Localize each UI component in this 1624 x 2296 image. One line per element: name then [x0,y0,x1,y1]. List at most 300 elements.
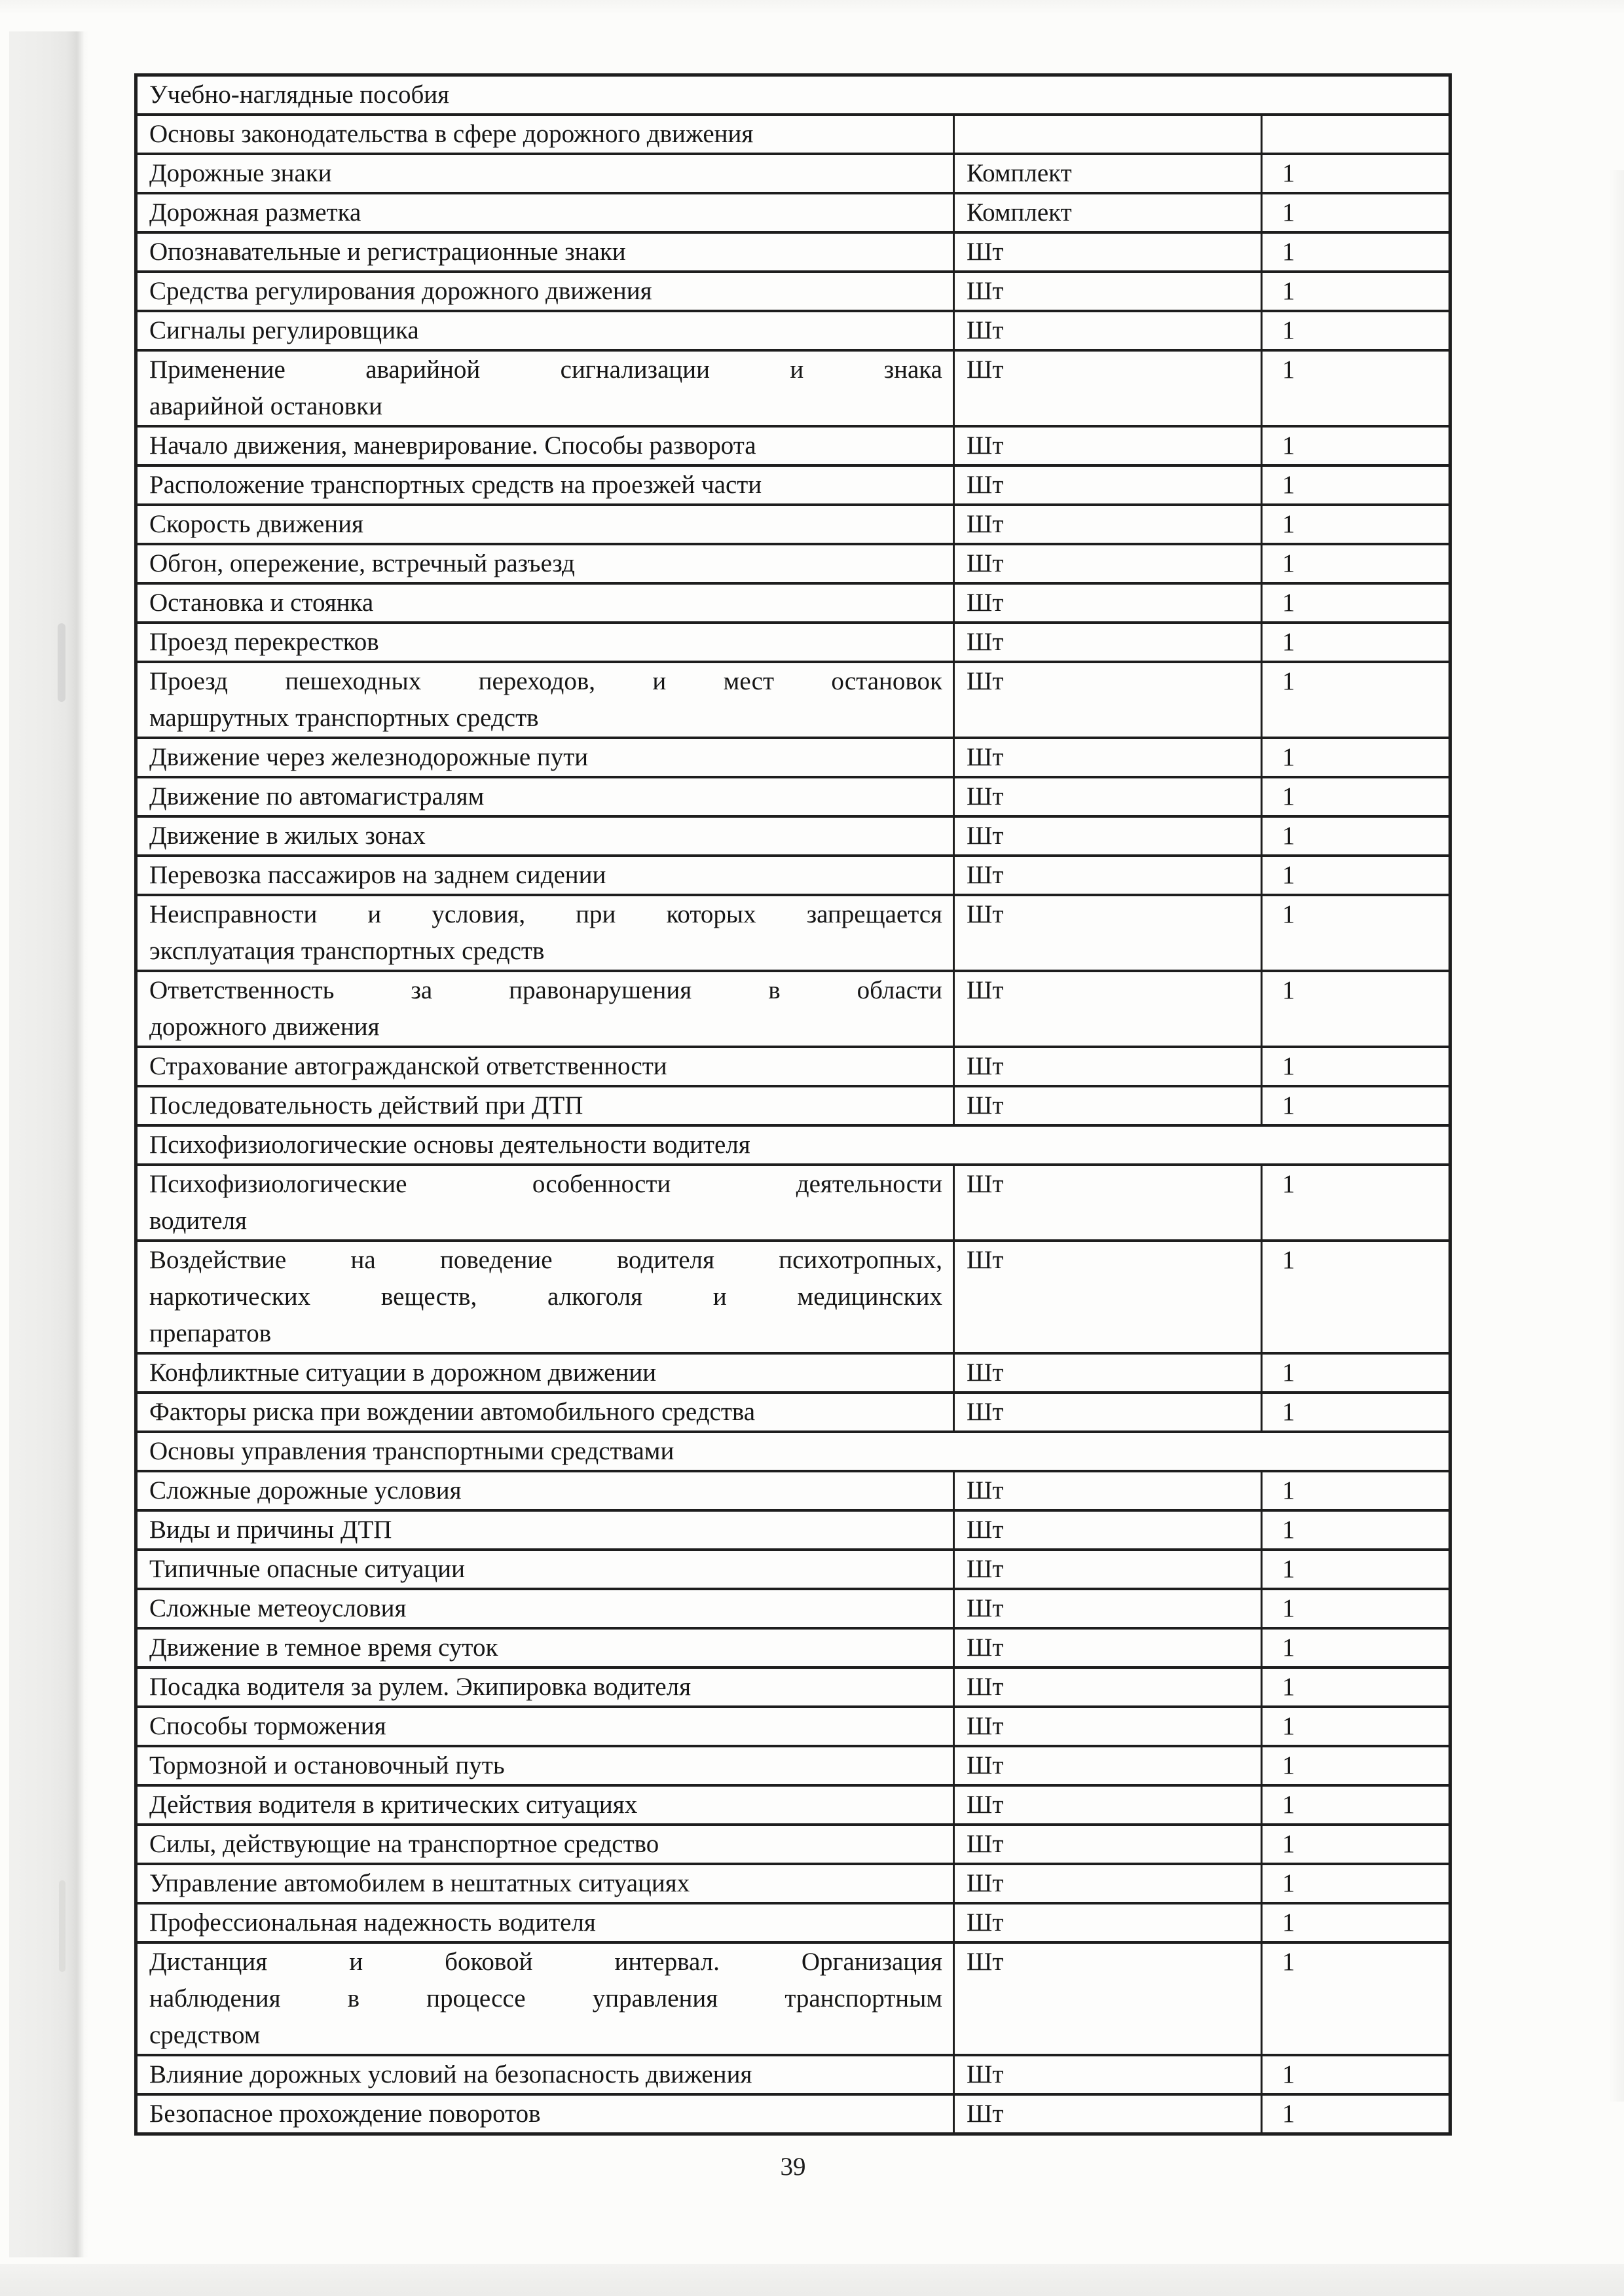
unit-value: Шт [967,1908,1004,1937]
unit-value: Шт [967,1516,1004,1544]
table-row [138,231,1449,270]
qty-cell [1261,624,1449,661]
table-row [138,1863,1449,1902]
row-text-line: Профессиональная надежность водителя [149,1908,596,1937]
table-row [138,192,1449,231]
table-row [138,1902,1449,1941]
unit-value: Шт [967,1246,1004,1274]
row-text-line: наблюдения в процессе управления транспортным [149,1984,942,2013]
qty-value: 1 [1282,549,1295,577]
table-row [138,1705,1449,1745]
table-row [138,2093,1449,2132]
unit-value: Шт [967,628,1004,656]
row-text-line: Действия водителя в критических ситуациях [149,1791,638,1819]
qty-cell [1261,1551,1449,1588]
qty-cell [1261,778,1449,815]
unit-cell [953,155,1261,192]
row-text-line: Движение в темное время суток [149,1633,498,1662]
table-row [138,1470,1449,1509]
page-number: 39 [780,2153,806,2181]
qty-value: 1 [1282,782,1295,811]
qty-cell [1261,1512,1449,1548]
qty-cell [1261,1394,1449,1430]
unit-value: Шт [967,976,1004,1004]
name-cell [138,972,953,1046]
table-row [138,464,1449,503]
qty-value: 1 [1282,628,1295,656]
name-cell [138,467,953,503]
row-text-line: Начало движения, маневрирование. Способы разворота [149,431,756,460]
unit-value: Шт [967,1673,1004,1701]
qty-value: 1 [1282,1948,1295,1976]
row-text-line: аварийной остановки [149,392,382,420]
unit-value: Шт [967,1555,1004,1583]
row-text-line: водителя [149,1207,247,1235]
name-cell [138,1904,953,1941]
name-cell [138,1472,953,1509]
qty-cell [1261,1865,1449,1902]
row-text-line: Управление автомобилем в нештатных ситуациях [149,1869,690,1897]
table-row [138,1239,1449,1352]
table-row [138,2054,1449,2093]
row-text-line: Расположение транспортных средств на проезжей части [149,471,762,499]
unit-value: Шт [967,1869,1004,1897]
name-cell [138,312,953,349]
row-text-line: дорожного движения [149,1013,380,1041]
unit-cell [953,352,1261,425]
unit-cell [953,1512,1261,1548]
qty-value: 1 [1282,238,1295,266]
row-text-line: Сложные дорожные условия [149,1476,462,1504]
row-text-line: Основы законодательства в сфере дорожного движения [149,120,754,148]
qty-value: 1 [1282,1908,1295,1937]
qty-value: 1 [1282,1791,1295,1819]
unit-cell [953,624,1261,661]
table-row [138,737,1449,776]
qty-value: 1 [1282,900,1295,928]
name-cell [138,1708,953,1745]
qty-value: 1 [1282,1673,1295,1701]
unit-cell [953,1708,1261,1745]
name-cell [138,1512,953,1548]
section-row [138,1124,1449,1163]
qty-value: 1 [1282,1476,1295,1504]
row-text-line: Применение аварийной сигнализации и знака [149,355,942,384]
qty-value: 1 [1282,1830,1295,1858]
unit-value: Шт [967,667,1004,695]
name-cell [138,352,953,425]
table-row [138,1548,1449,1588]
row-text-line: Конфликтные ситуации в дорожном движении [149,1358,657,1387]
table-row [138,1352,1449,1391]
row-text-line: Влияние дорожных условий на безопасность движения [149,2060,752,2088]
row-text-line: Учебно-наглядные пособия [149,81,450,109]
unit-cell [953,1355,1261,1391]
qty-value: 1 [1282,316,1295,344]
qty-value: 1 [1282,822,1295,850]
unit-cell [953,972,1261,1046]
row-text-line: Сложные метеоусловия [149,1594,407,1622]
name-cell [138,1127,1449,1163]
row-text-line: Страхование автогражданской ответственности [149,1052,667,1080]
name-cell [138,1590,953,1627]
name-cell [138,818,953,854]
name-cell [138,194,953,231]
unit-cell [953,1630,1261,1666]
table-row [138,854,1449,894]
table-row [138,1509,1449,1548]
unit-value: Шт [967,782,1004,811]
table-row [138,349,1449,425]
qty-value: 1 [1282,277,1295,305]
unit-cell [953,428,1261,464]
unit-value: Шт [967,743,1004,771]
unit-value: Шт [967,2100,1004,2128]
unit-value: Шт [967,238,1004,266]
qty-value: 1 [1282,2060,1295,2088]
name-cell [138,1394,953,1430]
unit-cell [953,506,1261,543]
qty-cell [1261,1242,1449,1352]
row-text-line: Воздействие на поведение водителя психотропных, [149,1246,942,1274]
unit-cell [953,1087,1261,1124]
unit-cell [953,778,1261,815]
unit-value: Шт [967,316,1004,344]
row-text-line: Перевозка пассажиров на заднем сидении [149,861,606,889]
row-text-line: Дорожные знаки [149,159,332,187]
row-text-line: Сигналы регулировщика [149,316,419,344]
name-cell [138,77,1449,113]
table-row [138,815,1449,854]
section-row [138,1430,1449,1470]
name-cell [138,1944,953,2054]
unit-cell [953,1394,1261,1430]
qty-cell [1261,506,1449,543]
unit-value: Шт [967,2060,1004,2088]
scan-shadow-left [9,31,89,2257]
unit-value: Шт [967,1791,1004,1819]
name-cell [138,506,953,543]
row-text-line: Скорость движения [149,510,363,538]
row-text-line: Проезд перекрестков [149,628,379,656]
scan-shadow-bottom [0,2264,1624,2296]
unit-cell [953,273,1261,310]
qty-value: 1 [1282,1398,1295,1426]
row-text-line: Проезд пешеходных переходов, и мест остановок [149,667,942,695]
qty-cell [1261,1048,1449,1085]
unit-cell [953,857,1261,894]
name-cell [138,116,953,153]
qty-cell [1261,116,1449,153]
unit-value: Шт [967,1170,1004,1198]
scan-smudge [59,1880,65,1972]
row-text-line: Движение по автомагистралям [149,782,485,811]
unit-cell [953,1590,1261,1627]
name-cell [138,624,953,661]
name-cell [138,1087,953,1124]
row-text-line: препаратов [149,1319,272,1347]
unit-cell [953,1472,1261,1509]
qty-value: 1 [1282,159,1295,187]
unit-cell [953,1826,1261,1863]
table-row [138,153,1449,192]
unit-value: Шт [967,1633,1004,1662]
qty-cell [1261,1355,1449,1391]
row-text-line: Психофизиологические основы деятельности водителя [149,1131,750,1159]
unit-value: Шт [967,861,1004,889]
unit-value: Шт [967,431,1004,460]
unit-value: Шт [967,1476,1004,1504]
unit-value: Шт [967,355,1004,384]
unit-cell [953,896,1261,970]
name-cell [138,1355,953,1391]
unit-value: Шт [967,510,1004,538]
qty-cell [1261,545,1449,582]
row-text-line: Опознавательные и регистрационные знаки [149,238,626,266]
unit-cell [953,1242,1261,1352]
row-text-line: Средства регулирования дорожного движения [149,277,652,305]
row-text-line: средством [149,2021,261,2049]
name-cell [138,1865,953,1902]
row-text-line: наркотических веществ, алкоголя и медицинских [149,1283,942,1311]
unit-cell [953,1669,1261,1705]
qty-cell [1261,2096,1449,2132]
unit-value: Шт [967,549,1004,577]
unit-cell [953,739,1261,776]
qty-value: 1 [1282,1555,1295,1583]
table-row [138,425,1449,464]
row-text-line: Движение в жилых зонах [149,822,426,850]
unit-value: Шт [967,1398,1004,1426]
name-cell [138,1630,953,1666]
row-text-line: Безопасное прохождение поворотов [149,2100,541,2128]
qty-cell [1261,1472,1449,1509]
qty-value: 1 [1282,1246,1295,1274]
row-text-line: Основы управления транспортными средствами [149,1437,674,1465]
unit-value: Шт [967,822,1004,850]
unit-value: Шт [967,1712,1004,1740]
qty-cell [1261,663,1449,737]
row-text-line: Остановка и стоянка [149,589,374,617]
name-cell [138,2056,953,2093]
qty-value: 1 [1282,1594,1295,1622]
qty-cell [1261,1590,1449,1627]
row-text-line: Способы торможения [149,1712,386,1740]
scan-shadow-top [0,0,1624,14]
name-cell [138,739,953,776]
table-row [138,1823,1449,1863]
equipment-table [134,73,1452,2136]
table-row [138,1627,1449,1666]
qty-value: 1 [1282,1869,1295,1897]
unit-cell [953,1551,1261,1588]
qty-cell [1261,1787,1449,1823]
qty-cell [1261,312,1449,349]
row-text-line: Неисправности и условия, при которых запрещается [149,900,942,928]
name-cell [138,1166,953,1239]
qty-value: 1 [1282,510,1295,538]
name-cell [138,545,953,582]
row-text-line: Типичные опасные ситуации [149,1555,465,1583]
qty-value: 1 [1282,1751,1295,1779]
unit-cell [953,2056,1261,2093]
table-row [138,310,1449,349]
table-row [138,894,1449,970]
qty-value: 1 [1282,976,1295,1004]
row-text-line: эксплуатация транспортных средств [149,937,545,965]
qty-value: 1 [1282,431,1295,460]
table-row [138,1588,1449,1627]
row-text-line: Посадка водителя за рулем. Экипировка водителя [149,1673,692,1701]
name-cell [138,585,953,621]
qty-value: 1 [1282,667,1295,695]
row-text-line: Движение через железнодорожные пути [149,743,589,771]
table-row [138,621,1449,661]
row-text-line: Последовательность действий при ДТП [149,1091,583,1120]
unit-cell [953,312,1261,349]
qty-cell [1261,273,1449,310]
unit-value: Шт [967,1594,1004,1622]
unit-value: Шт [967,1948,1004,1976]
unit-cell [953,663,1261,737]
unit-cell [953,818,1261,854]
row-text-line: Психофизиологические особенности деятельности [149,1170,942,1198]
row-text-line: Тормозной и остановочный путь [149,1751,505,1779]
name-cell [138,1826,953,1863]
qty-value: 1 [1282,471,1295,499]
qty-value: 1 [1282,1091,1295,1120]
qty-value: 1 [1282,355,1295,384]
scan-shadow-right [1608,170,1624,2102]
name-cell [138,273,953,310]
qty-cell [1261,467,1449,503]
qty-cell [1261,1708,1449,1745]
table-row [138,1745,1449,1784]
unit-cell [953,467,1261,503]
qty-cell [1261,1087,1449,1124]
unit-value: Шт [967,1830,1004,1858]
section-row [138,77,1449,113]
row-text-line: Обгон, опережение, встречный разъезд [149,549,575,577]
name-cell [138,1433,1449,1470]
table-row [138,582,1449,621]
qty-cell [1261,352,1449,425]
qty-cell [1261,1166,1449,1239]
table-row [138,661,1449,737]
unit-cell [953,1787,1261,1823]
qty-cell [1261,896,1449,970]
qty-value: 1 [1282,1358,1295,1387]
qty-cell [1261,1826,1449,1863]
qty-cell [1261,1630,1449,1666]
unit-cell [953,2096,1261,2132]
table-row [138,1085,1449,1124]
name-cell [138,1669,953,1705]
name-cell [138,1551,953,1588]
unit-cell [953,234,1261,270]
unit-cell [953,545,1261,582]
qty-value: 1 [1282,1712,1295,1740]
qty-value: 1 [1282,743,1295,771]
name-cell [138,663,953,737]
unit-cell [953,1904,1261,1941]
table-row [138,776,1449,815]
unit-value: Шт [967,1052,1004,1080]
unit-value: Шт [967,900,1004,928]
name-cell [138,234,953,270]
qty-value: 1 [1282,589,1295,617]
name-cell [138,1048,953,1085]
table-row [138,1784,1449,1823]
name-cell [138,2096,953,2132]
unit-value: Шт [967,1358,1004,1387]
table-row [138,113,1449,153]
qty-cell [1261,194,1449,231]
unit-cell [953,1747,1261,1784]
qty-cell [1261,428,1449,464]
name-cell [138,1787,953,1823]
qty-cell [1261,972,1449,1046]
name-cell [138,857,953,894]
unit-cell [953,1944,1261,2054]
qty-value: 1 [1282,1633,1295,1662]
scan-smudge [58,623,65,702]
qty-value: 1 [1282,1516,1295,1544]
qty-cell [1261,1944,1449,2054]
table-row [138,1666,1449,1705]
qty-cell [1261,857,1449,894]
unit-value: Комплект [967,198,1072,227]
unit-value: Шт [967,1751,1004,1779]
name-cell [138,428,953,464]
table-row [138,270,1449,310]
table-row [138,543,1449,582]
qty-cell [1261,1669,1449,1705]
unit-cell [953,1048,1261,1085]
qty-cell [1261,1904,1449,1941]
name-cell [138,896,953,970]
name-cell [138,778,953,815]
qty-cell [1261,2056,1449,2093]
row-text-line: маршрутных транспортных средств [149,704,539,732]
table-row [138,503,1449,543]
row-text-line: Силы, действующие на транспортное средство [149,1830,659,1858]
unit-value: Шт [967,471,1004,499]
unit-value: Шт [967,277,1004,305]
qty-cell [1261,155,1449,192]
unit-value: Комплект [967,159,1072,187]
qty-value: 1 [1282,198,1295,227]
row-text-line: Дорожная разметка [149,198,361,227]
qty-cell [1261,739,1449,776]
unit-value: Шт [967,589,1004,617]
table-row [138,1163,1449,1239]
qty-value: 1 [1282,1170,1295,1198]
unit-value: Шт [967,1091,1004,1120]
row-text-line: Факторы риска при вождении автомобильного средства [149,1398,756,1426]
row-text-line: Дистанция и боковой интервал. Организация [149,1948,942,1976]
unit-cell [953,116,1261,153]
qty-cell [1261,234,1449,270]
qty-value: 1 [1282,2100,1295,2128]
row-text-line: Виды и причины ДТП [149,1516,392,1544]
table-row [138,1391,1449,1430]
name-cell [138,1747,953,1784]
qty-cell [1261,818,1449,854]
qty-value: 1 [1282,861,1295,889]
name-cell [138,1242,953,1352]
table-row [138,1941,1449,2054]
